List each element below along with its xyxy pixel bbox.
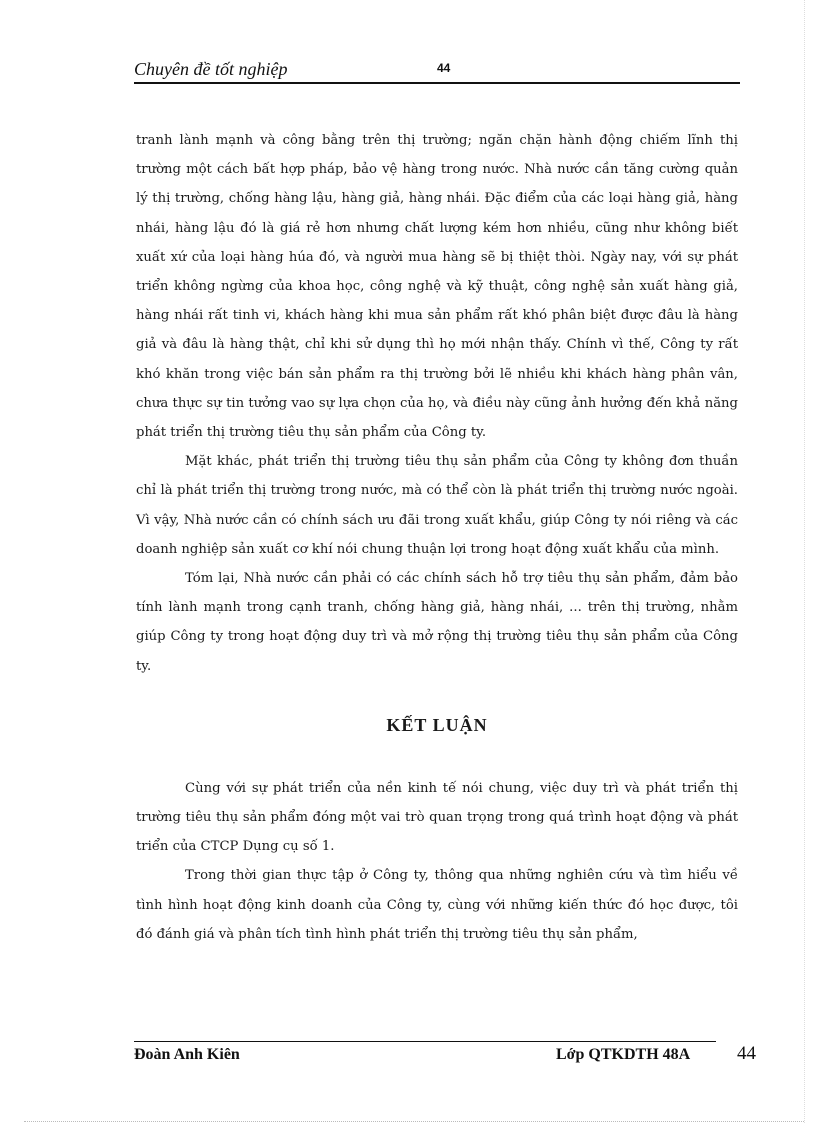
paragraph: Cùng với sự phát triển của nền kinh tế nói chung, việc duy trì và phát triển thị trường tiêu thụ sản phẩm đóng một vai trò quan trọng trong quá trình hoạt động và phát triển của CTCP Dụng cụ số 1. [136, 780, 738, 855]
footer-divider [134, 1041, 716, 1042]
paragraph: tranh lành mạnh và công bằng trên thị trường; ngăn chặn hành động chiếm lĩnh thị trường một cách bất hợp pháp, bảo vệ hàng trong nước. Nhà nước cần tăng cường quản lý thị trường, chống hàng lậu, hàng giả, hàng nhái. Đặc điểm của các loại hàng giả, hàng nhái, hàng lậu đó là giá rẻ hơn nhưng chất lượng kém hơn nhiều, cũng như không biết xuất xứ của loại hàng húa đó, và người mua hàng sẽ bị thiệt thòi. Ngày nay, với sự phát triển không ngừng của khoa học, công nghệ và kỹ thuật, công nghệ sản xuất hàng giả, hàng nhái rất tinh vi, khách hàng khi mua sản phẩm rất khó phân biệt được đâu là hàng giả và đâu là hàng thật, chỉ khi sử dụng thì họ mới nhận thấy. Chính vì thế, Công ty rất khó khăn trong việc bán sản phẩm ra thị trường bởi lẽ nhiều khi khách hàng phân vân, chưa thực sự tin tưởng vao sự lựa chọn của họ, và điều này cũng ảnh hưởng đến khả năng phát triển thị trường tiêu thụ sản phẩm của Công ty. [136, 133, 738, 441]
footer-page-number: 44 [737, 1043, 756, 1064]
header-title: Chuyên đề tốt nghiệp [134, 59, 288, 79]
paragraph: Tóm lại, Nhà nước cần phải có các chính sách hỗ trợ tiêu thụ sản phẩm, đảm bảo tính lành mạnh trong cạnh tranh, chống hàng giả, hàng nhái, ... trên thị trường, nhằm giúp Công ty trong hoạt động duy trì và mở rộng thị trường tiêu thụ sản phẩm của Công ty. [136, 571, 738, 674]
page-edge-bottom [24, 1121, 804, 1122]
header-page-number: 44 [437, 61, 451, 75]
header-divider [134, 82, 740, 84]
paragraph: Trong thời gian thực tập ở Công ty, thông qua những nghiên cứu và tìm hiểu về tình hình hoạt động kinh doanh của Công ty, cùng với những kiến thức đó học được, tôi đó đánh giá và phân tích tình hình phát triển thị trường tiêu thụ sản phẩm, [136, 868, 738, 942]
body-text [136, 126, 738, 949]
paragraph: Mặt khác, phát triển thị trường tiêu thụ sản phẩm của Công ty không đơn thuần chỉ là phát triển thị trường trong nước, mà có thể còn là phát triển thị trường nước ngoài. Vì vậy, Nhà nước cần có chính sách ưu đãi trong xuất khẩu, giúp Công ty nói riêng và các doanh nghiệp sản xuất cơ khí nói chung thuận lợi trong hoạt động xuất khẩu của mình. [136, 454, 738, 557]
footer-class: Lớp QTKDTH 48A [556, 1046, 691, 1063]
footer-author: Đoàn Anh Kiên [134, 1046, 240, 1063]
section-heading: KẾT LUẬN [386, 714, 488, 735]
page-edge-right [804, 0, 805, 1123]
